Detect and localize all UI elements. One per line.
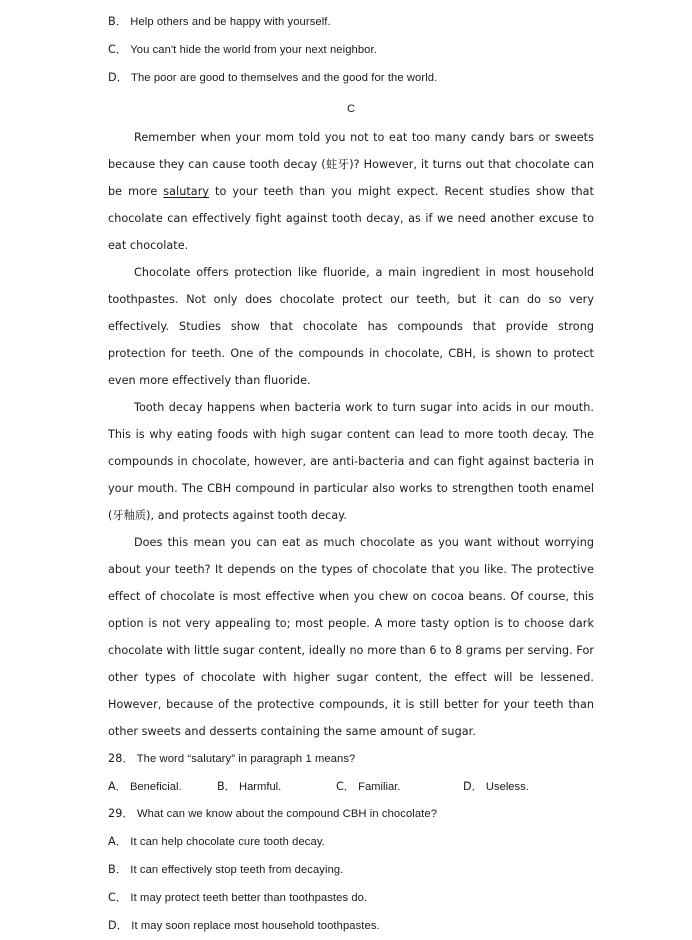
option-label: B．	[108, 15, 128, 28]
option-text: It may protect teeth better than toothpastes do.	[130, 892, 368, 904]
paragraph-text-part1: Chocolate offers protection like fluoride, a main ingredient in most household toothpastes. Not only does chocolate protect our teeth, but it can do so very effectively. Studies show that chocolate has compounds that provide strong protection for teeth. One of the compounds in chocolate, CBH, is shown to protect even more effectively than fluoride.	[108, 266, 594, 387]
answer-text: Familiar.	[358, 781, 401, 793]
answer-option-b	[217, 773, 281, 801]
question-text: The word “salutary” in paragraph 1 means?	[136, 753, 356, 765]
option-label: A．	[108, 835, 128, 848]
option-text: It can help chocolate cure tooth decay.	[130, 836, 325, 848]
option-label: D．	[108, 71, 129, 84]
question-number: 28．	[108, 752, 134, 765]
option-label: C．	[108, 43, 128, 56]
option-text: It can effectively stop teeth from decaying.	[130, 864, 344, 876]
paragraph-text-part2: to your teeth than you might expect. Recent studies show that chocolate can effectively fight against tooth decay, as if we need another excuse to eat chocolate.	[108, 185, 594, 252]
option-line	[108, 8, 594, 36]
option-label: C．	[108, 891, 128, 904]
option-label: D．	[108, 919, 129, 932]
question-text: What can we know about the compound CBH in chocolate?	[136, 808, 438, 820]
answer-text: Useless.	[485, 781, 529, 793]
option-line	[108, 884, 594, 912]
option-line	[108, 36, 594, 64]
option-label: B．	[108, 863, 128, 876]
option-line	[108, 856, 594, 884]
paragraph	[108, 259, 594, 394]
option-text: The poor are good to themselves and the good for the world.	[131, 72, 438, 84]
paragraph-text-part1: Does this mean you can eat as much chocolate as you want without worrying about your teeth? It depends on the types of chocolate that you like. The protective effect of chocolate is most effective when you chew on cocoa beans. Of course, this option is not very appealing to; most people. A more tasty option is to choose dark chocolate with little sugar content, ideally no more than 6 to 8 grams per serving. For other types of chocolate with higher sugar content, the effect will be lessened. However, because of the protective compounds, it is still better for your teeth than other sweets and desserts containing the same amount of sugar.	[108, 536, 594, 738]
option-line	[108, 828, 594, 856]
paragraph	[108, 529, 594, 745]
answer-label: B．	[217, 780, 236, 793]
answer-option-a	[108, 773, 182, 801]
question-28	[108, 745, 594, 773]
highlighted-word: salutary	[163, 185, 210, 198]
question-29	[108, 800, 594, 828]
answer-option-d	[463, 773, 529, 801]
answer-label: C．	[336, 780, 355, 793]
document-content	[108, 8, 594, 940]
paragraph	[108, 394, 594, 529]
answer-text: Harmful.	[238, 781, 282, 793]
option-line	[108, 912, 594, 940]
paragraph	[108, 124, 594, 259]
answer-label: D．	[463, 780, 483, 793]
option-text: It may soon replace most household toothpastes.	[131, 920, 380, 932]
option-text: You can't hide the world from your next neighbor.	[130, 44, 377, 56]
paragraph-text-part1: Tooth decay happens when bacteria work to turn sugar into acids in our mouth. This is why eating foods with high sugar content can lead to more tooth decay. The compounds in chocolate, however, are anti-bacteria and can fight against bacteria in your mouth. The CBH compound in particular also works to strengthen tooth enamel (牙釉质), and protects against tooth decay.	[108, 401, 594, 522]
answer-label: A．	[108, 780, 127, 793]
question-number: 29．	[108, 807, 134, 820]
answer-text: Beneficial.	[129, 781, 182, 793]
paragraph-text-part1: Remember when your mom told you not to eat too many candy bars or sweets because they can cause tooth decay (蛀牙)? However, it turns out that chocolate can be more	[108, 131, 594, 198]
question-28-answers	[108, 773, 594, 800]
section-letter: C	[346, 103, 356, 115]
option-text: Help others and be happy with yourself.	[130, 16, 331, 28]
option-line	[108, 64, 594, 92]
answer-option-c	[336, 773, 400, 801]
